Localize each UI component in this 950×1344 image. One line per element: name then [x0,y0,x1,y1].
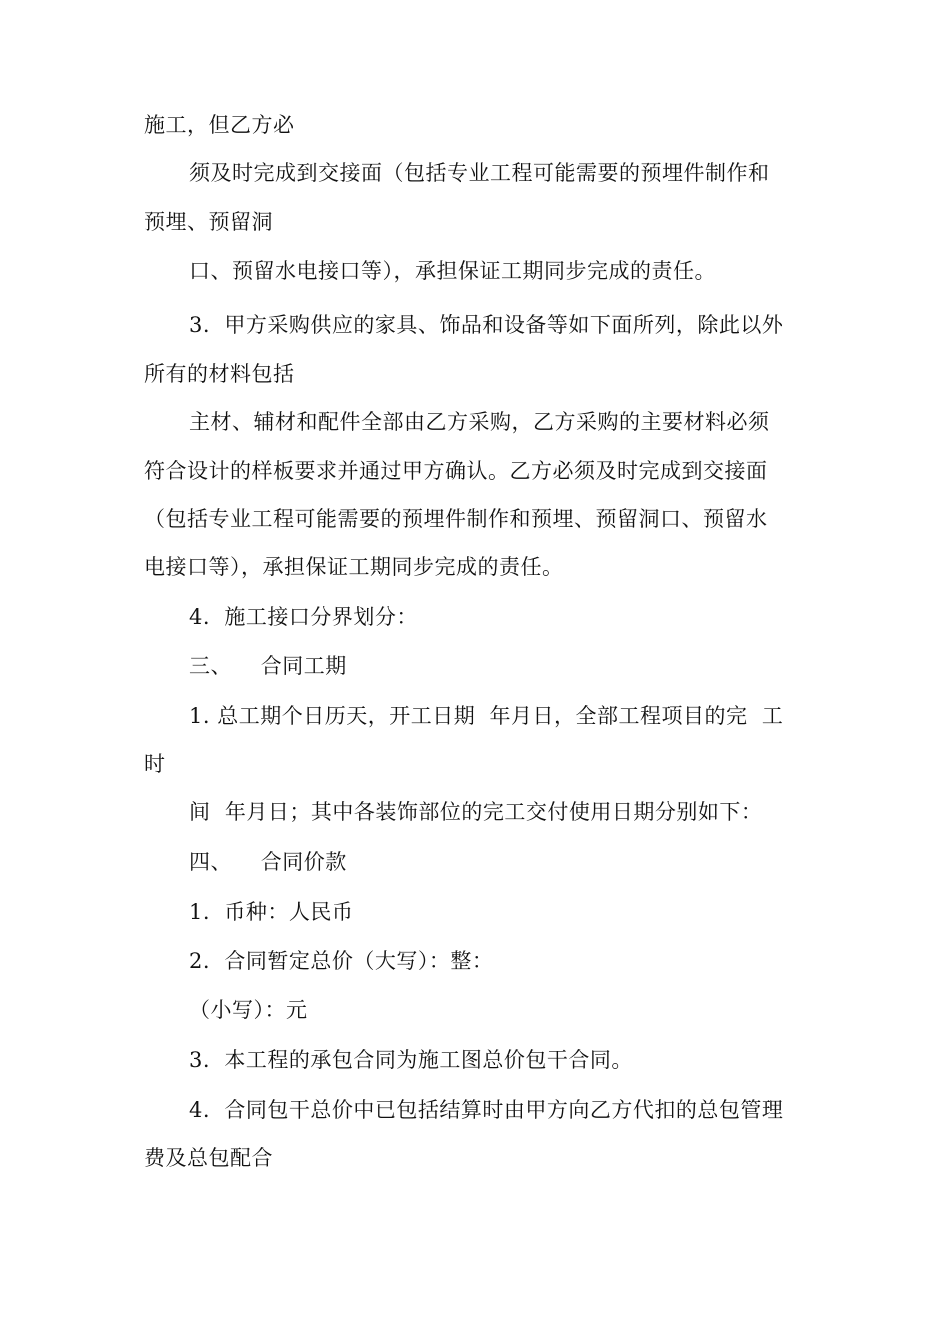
text-line: 3. 甲方采购供应的家具、饰品和设备等如下面所列，除此以外 [189,313,784,337]
text-line: 时 [144,752,166,776]
text-line: 间 年月日；其中各装饰部位的完工交付使用日期分别如下： [189,800,763,824]
text-line: 预埋、预留洞 [144,210,273,234]
text-line: 3. 本工程的承包合同为施工图总价包干合同。 [189,1048,633,1072]
text-line: 所有的材料包括 [144,362,295,386]
text-line: 符合设计的样板要求并通过甲方确认。乙方必须及时完成到交接面 [144,459,768,483]
text-line: （小写）：元 [189,998,308,1022]
text-line: 1. 总工期个日历天，开工日期 年月日，全部工程项目的完 工 [189,704,784,728]
text-line: 须及时完成到交接面（包括专业工程可能需要的预埋件制作和 [189,161,770,185]
text-line: 4. 施工接口分界划分： [189,605,418,629]
text-line: 主材、辅材和配件全部由乙方采购，乙方采购的主要材料必须 [189,410,770,434]
section-heading: 三、 合同工期 [189,654,347,678]
text-line: 电接口等），承担保证工期同步完成的责任。 [144,555,564,579]
text-line: 4. 合同包干总价中已包括结算时由甲方向乙方代扣的总包管理 [189,1098,784,1122]
text-line: （包括专业工程可能需要的预埋件制作和预埋、预留洞口、预留水 [144,507,768,531]
text-line: 施工，但乙方必 [144,113,295,137]
text-line: 1. 币种：人民币 [189,900,354,924]
text-line: 口、预留水电接口等），承担保证工期同步完成的责任。 [189,259,716,283]
text-line: 2. 合同暂定总价（大写）：整： [189,949,494,973]
text-line: 费及总包配合 [144,1146,273,1170]
section-heading: 四、 合同价款 [189,850,347,874]
